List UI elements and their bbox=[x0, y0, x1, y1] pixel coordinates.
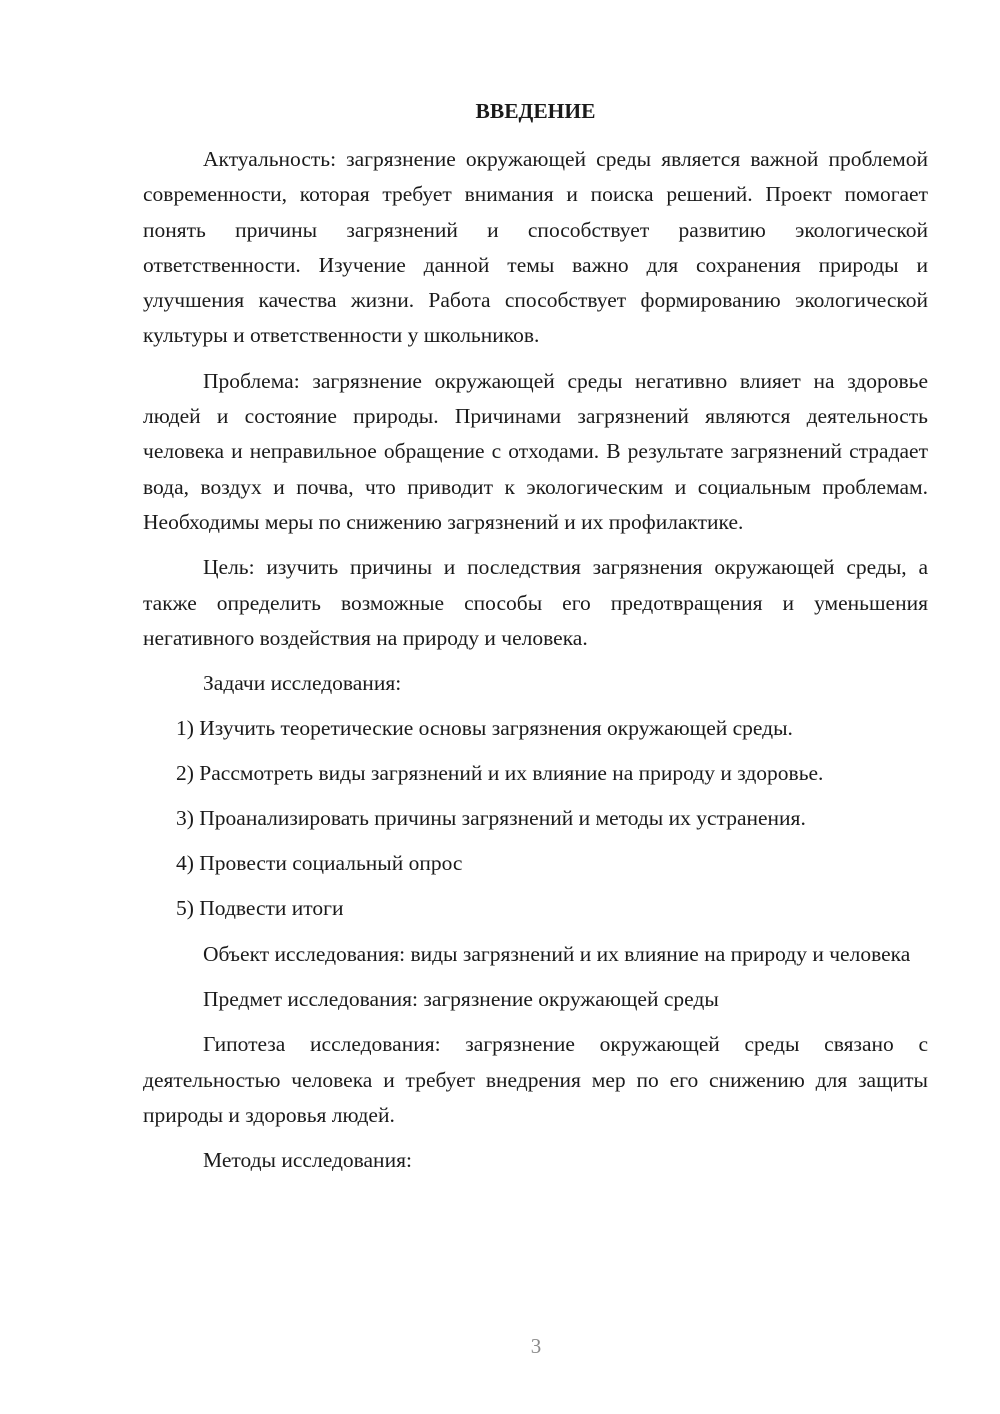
paragraph-hypothesis: Гипотеза исследования: загрязнение окружающей среды связано с деятельностью человека и требует внедрения мер по его снижению для защиты природы и здоровья людей. bbox=[143, 1032, 928, 1127]
paragraph-subject: Предмет исследования: загрязнение окружающей среды bbox=[203, 986, 719, 1011]
section-title: ВВЕДЕНИЕ bbox=[475, 99, 596, 123]
page-number: 3 bbox=[530, 1334, 542, 1358]
tasks-list bbox=[143, 711, 928, 926]
paragraph-relevance: Актуальность: загрязнение окружающей среды является важной проблемой современности, которая требует внимания и поиска решений. Проект помогает понять причины загрязнений и способствует развитию экологической ответственности. Изучение данной темы важно для сохранения природы и улучшения качества жизни. Работа способствует формированию экологической культуры и ответственности у школьников. bbox=[143, 147, 928, 348]
task-item-4: 4) Провести социальный опрос bbox=[176, 851, 463, 876]
document-page bbox=[143, 96, 928, 1188]
paragraph-goal: Цель: изучить причины и последствия загрязнения окружающей среды, а также определить возможные способы его предотвращения и уменьшения негативного воздействия на природу и человека. bbox=[143, 555, 928, 650]
task-item-5: 5) Подвести итоги bbox=[176, 896, 344, 921]
task-item-2: 2) Рассмотреть виды загрязнений и их влияние на природу и здоровье. bbox=[176, 761, 824, 786]
methods-heading: Методы исследования: bbox=[203, 1148, 412, 1173]
task-item-3: 3) Проанализировать причины загрязнений и методы их устранения. bbox=[176, 806, 806, 831]
task-item-1: 1) Изучить теоретические основы загрязнения окружающей среды. bbox=[176, 716, 793, 741]
paragraph-object: Объект исследования: виды загрязнений и их влияние на природу и человека bbox=[203, 941, 911, 966]
paragraph-problem: Проблема: загрязнение окружающей среды негативно влияет на здоровье людей и состояние природы. Причинами загрязнений являются деятельность человека и неправильное обращение с отходами. В результате загрязнений страдает вода, воздух и почва, что приводит к экологическим и социальным проблемам. Необходимы меры по снижению загрязнений и их профилактике. bbox=[143, 368, 928, 534]
tasks-heading: Задачи исследования: bbox=[203, 671, 402, 696]
